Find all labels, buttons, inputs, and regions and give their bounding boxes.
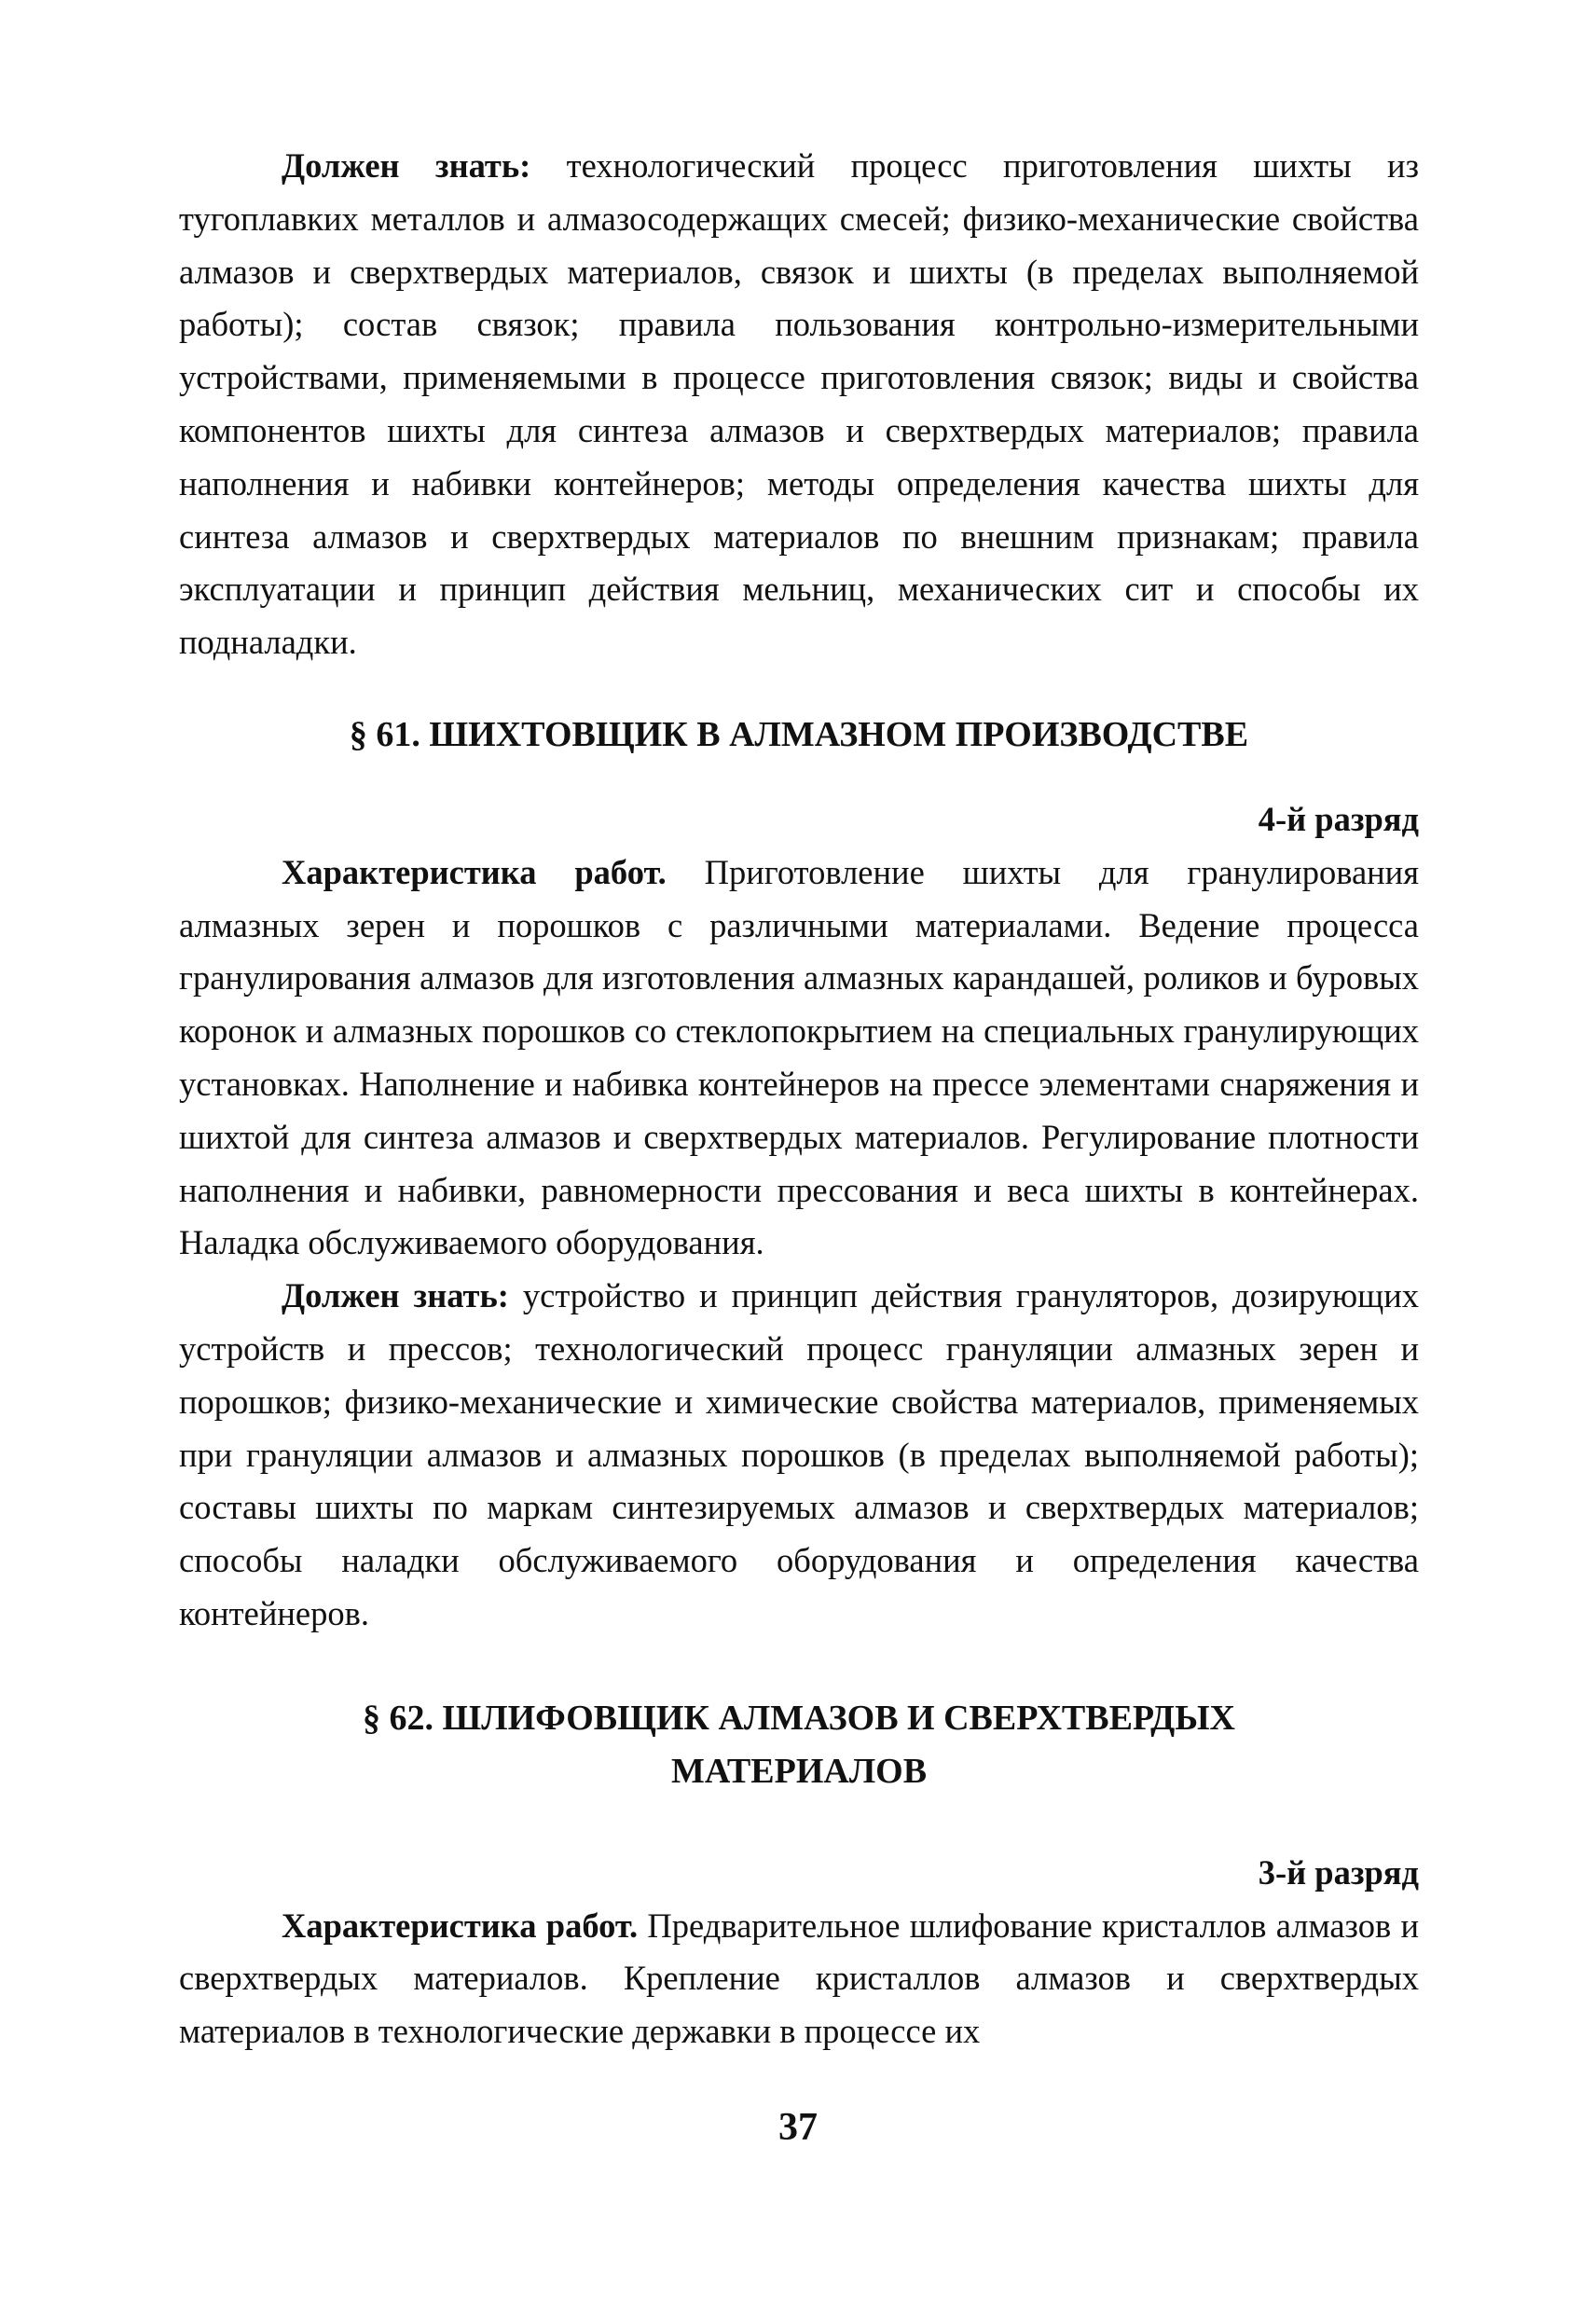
must-know-label: Должен знать: [282, 146, 531, 185]
page-content [179, 140, 1419, 2058]
must-know-text: технологический процесс приготовления шихты из тугоплавких металлов и алмазосодержащих смесей; физико-механические свойства алмазов и сверхтвердых материалов, связок и шихты (в пределах выполняемой работы); состав связок; правила пользования контрольно-измерительными устройствами, применяемыми в процессе приготовления связок; виды и свойства компонентов шихты для синтеза алмазов и сверхтвердых материалов; правила наполнения и набивки контейнеров; методы определения качества шихты для синтеза алмазов и сверхтвердых материалов по внешним признакам; правила эксплуатации и принцип действия мельниц, механических сит и способы их подналадки. [179, 146, 1419, 662]
page-number: 37 [778, 2106, 818, 2149]
work-characteristics-label: Характеристика работ. [282, 852, 667, 891]
work-characteristics-label: Характеристика работ. [282, 1906, 639, 1945]
must-know-label: Должен знать: [282, 1276, 509, 1315]
section-61-must-know [179, 1270, 1419, 1641]
section-62-grade: 3-й разряд [1258, 1852, 1419, 1892]
section-61-grade: 4-й разряд [1258, 799, 1419, 838]
section-62-title [179, 1692, 1419, 1798]
must-know-paragraph [179, 140, 1419, 669]
section-61-title: § 61. ШИХТОВЩИК В АЛМАЗНОМ ПРОИЗВОДСТВЕ [349, 714, 1249, 754]
section-62-title-line-2: МАТЕРИАЛОВ [670, 1751, 928, 1791]
section-62-title-line-1: § 62. ШЛИФОВЩИК АЛМАЗОВ И СВЕРХТВЕРДЫХ [363, 1698, 1235, 1738]
work-characteristics-text: Предварительное шлифование кристаллов алмазов и сверхтвердых материалов. Крепление кристаллов алмазов и сверхтвердых материалов в технологические державки в процессе их [179, 1906, 1420, 2051]
section-62-work-characteristics [179, 1900, 1419, 2058]
section-61-work-characteristics [179, 846, 1419, 1270]
must-know-text: устройство и принцип действия грануляторов, дозирующих устройств и прессов; технологический процесс грануляции алмазных зерен и порошков; физико-механические и химические свойства материалов, применяемых при грануляции алмазов и алмазных порошков (в пределах выполняемой работы); составы шихты по маркам синтезируемых алмазов и сверхтвердых материалов; способы наладки обслуживаемого оборудования и определения качества контейнеров. [179, 1276, 1420, 1632]
work-characteristics-text: Приготовление шихты для гранулирования алмазных зерен и порошков с различными материалами. Ведение процесса гранулирования алмазов для изготовления алмазных карандашей, роликов и буровых коронок и алмазных порошков со стеклопокрытием на специальных гранулирующих установках. Наполнение и набивка контейнеров на прессе элементами снаряжения и шихтой для синтеза алмазов и сверхтвердых материалов. Регулирование плотности наполнения и набивки, равномерности прессования и веса шихты в контейнерах. Наладка обслуживаемого оборудования. [179, 852, 1420, 1262]
